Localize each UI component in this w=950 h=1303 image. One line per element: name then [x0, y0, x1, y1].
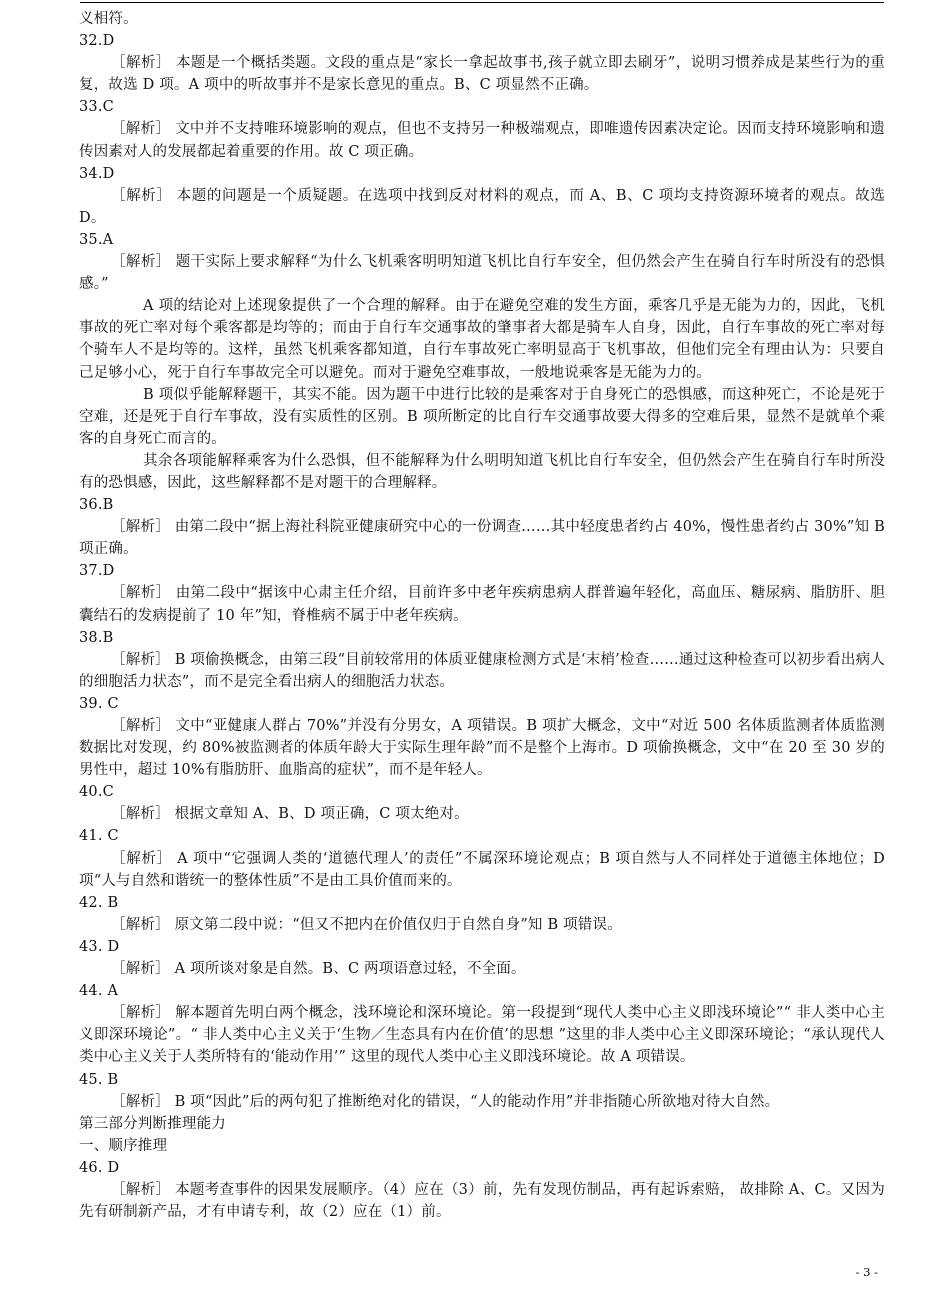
answer-number: 40.C — [79, 784, 114, 801]
answer-number: 37.D — [79, 563, 115, 580]
explanation: ［解析］ 根据文章知 A、B、D 项正确，C 项太绝对。 — [111, 806, 469, 823]
subsection-heading: 一、顺序推理 — [79, 1137, 168, 1154]
explanation: ［解析］ 原文第二段中说：“但又不把内在价值仅归于自然自身”知 B 项错误。 — [111, 916, 622, 933]
explanation-detail: A 项的结论对上述现象提供了一个合理的解释。由于在避免空难的发生方面，乘客几乎是无能为力的，因此，飞机事故的死亡率对每个乘客都是均等的；而由于自行车交通事故的肇事者大都是骑车人自身，因此，自行车事故的死亡率对每个骑车人不是均等的。这样，虽然飞机乘客都知道，自行车事故死亡率明显高于飞机事故，但他们完全有理由认为：只要自己足够小心，死于自行车事故完全可以避免。而对于避免空难事故，一般地说乘客是无能为力的。 — [79, 298, 885, 381]
answer-number: 42. B — [79, 894, 119, 911]
paragraph-continuation: 义相符。 — [79, 11, 138, 27]
answer-number: 34.D — [79, 165, 115, 182]
answer-number: 39. C — [79, 695, 119, 712]
answer-number: 33.C — [79, 99, 114, 116]
answer-number: 44. A — [79, 983, 119, 1000]
answer-number: 38.B — [79, 629, 114, 646]
explanation: ［解析］ 题干实际上要求解释“为什么飞机乘客明明知道飞机比自行车安全，但仍然会产生在骑自行车时所没有的恐惧感。” — [79, 254, 885, 293]
explanation: ［解析］ A 项所谈对象是自然。B、C 两项语意过轻，不全面。 — [111, 961, 526, 978]
document-body — [79, 8, 885, 1223]
top-rule — [80, 2, 884, 3]
answer-number: 41. C — [79, 828, 119, 845]
explanation-detail: B 项似乎能解释题干，其实不能。因为题干中进行比较的是乘客对于自身死亡的恐惧感，而这种死亡，不论是死于空难，还是死于自行车事故，没有实质性的区别。B 项所断定的比自行车交通事故要大得多的空难后果，显然不是就单个乘客的自身死亡而言的。 — [79, 386, 885, 447]
explanation: ［解析］ 由第二段中“据上海社科院亚健康研究中心的一份调查……其中轻度患者约占 40%，慢性患者约占 30%”知 B 项正确。 — [79, 519, 885, 558]
answer-number: 36.B — [79, 497, 114, 514]
answer-number: 43. D — [79, 938, 120, 955]
answer-number: 45. B — [79, 1071, 119, 1088]
answer-number: 35.A — [79, 231, 114, 248]
explanation: ［解析］ 本题是一个概括类题。文段的重点是“家长一拿起故事书,孩子就立即去刷牙”，说明习惯养成是某些行为的重复，故选 D 项。A 项中的听故事并不是家长意见的重点。B、C 项显然不正确。 — [79, 55, 885, 94]
explanation: ［解析］ A 项中“它强调人类的‘道德代理人’的责任”不属深环境论观点；B 项自然与人不同样处于道德主体地位；D 项“人与自然和谐统一的整体性质”不是由工具价值而来的。 — [79, 850, 885, 889]
explanation-detail: 其余各项能解释乘客为什么恐惧，但不能解释为什么明明知道飞机比自行车安全，但仍然会产生在骑自行车时所没有的恐惧感，因此，这些解释都不是对题干的合理解释。 — [79, 452, 885, 491]
explanation: ［解析］ 文中“亚健康人群占 70%”并没有分男女，A 项错误。B 项扩大概念，文中“对近 500 名体质监测者体质监测数据比对发现，约 80%被监测者的体质年龄大于实际生理年龄”而不是整个上海市。D 项偷换概念，文中“在 20 至 30 岁的男性中，超过 10%有脂肪肝、血脂高的症状”，而不是年轻人。 — [79, 718, 885, 779]
explanation: ［解析］ 本题的问题是一个质疑题。在选项中找到反对材料的观点，而 A、B、C 项均支持资源环境者的观点。故选 D。 — [79, 187, 885, 226]
answer-number: 32.D — [79, 33, 115, 50]
answer-number: 46. D — [79, 1159, 120, 1176]
explanation: ［解析］ 解本题首先明白两个概念，浅环境论和深环境论。第一段提到“现代人类中心主义即浅环境论”“ 非人类中心主义即深环境论”。“ 非人类中心主义关于‘生物／生态具有内在价值’的思想 ”这里的非人类中心主义即深环境论；“承认现代人类中心主义关于人类所特有的‘能动作用’” 这里的现代人类中心主义即浅环境论。故 A 项错误。 — [79, 1005, 885, 1066]
explanation: ［解析］ 本题考查事件的因果发展顺序。（4）应在（3）前，先有发现仿制品，再有起诉索赔， 故排除 A、C。又因为先有研制新产品，才有申请专利，故（2）应在（1）前。 — [79, 1181, 885, 1221]
explanation: ［解析］ 文中并不支持唯环境影响的观点，但也不支持另一种极端观点，即唯遗传因素决定论。因而支持环境影响和遗传因素对人的发展都起着重要的作用。故 C 项正确。 — [79, 121, 885, 160]
section-heading: 第三部分判断推理能力 — [79, 1115, 226, 1132]
explanation: ［解析］ B 项“因此”后的两句犯了推断绝对化的错误，“人的能动作用”并非指随心所欲地对待大自然。 — [111, 1093, 780, 1110]
explanation: ［解析］ B 项偷换概念，由第三段“目前较常用的体质亚健康检测方式是‘末梢’检查……通过这种检查可以初步看出病人的细胞活力状态”，而不是完全看出病人的细胞活力状态。 — [79, 651, 885, 690]
explanation: ［解析］ 由第二段中“据该中心肃主任介绍，目前许多中老年疾病患病人群普遍年轻化，高血压、糖尿病、脂肪肝、胆囊结石的发病提前了 10 年”知，脊椎病不属于中老年疾病。 — [79, 585, 885, 624]
page-number: - 3 - — [855, 1265, 878, 1279]
